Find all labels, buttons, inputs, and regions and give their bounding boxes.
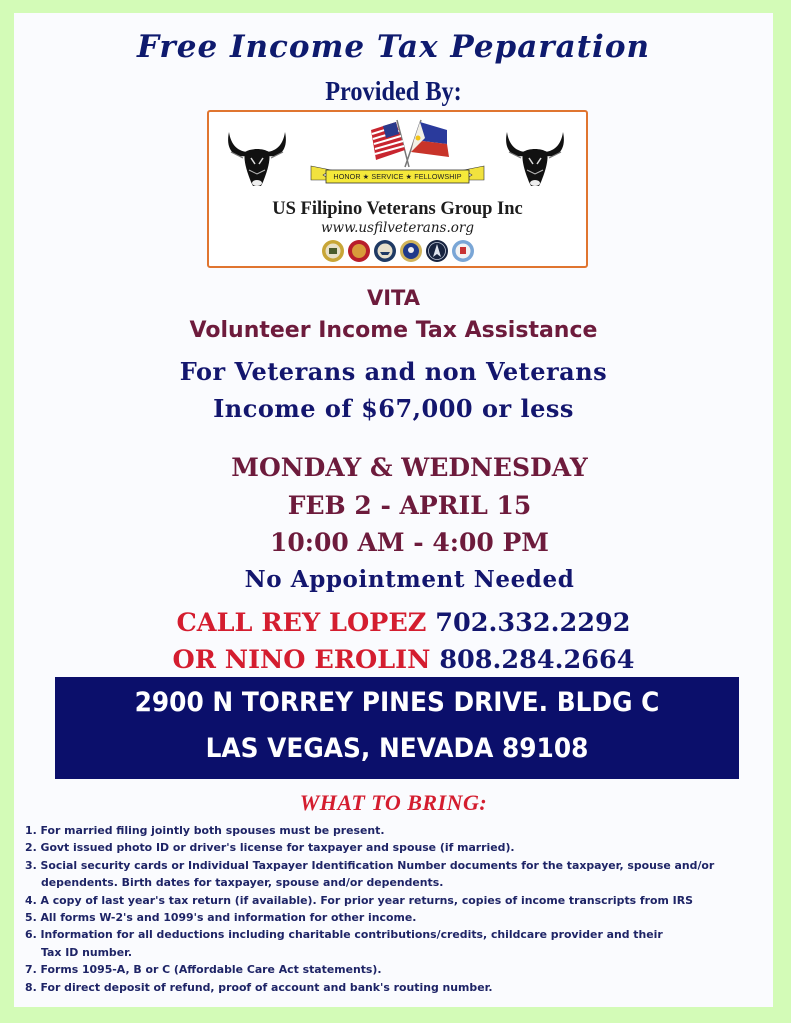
program-full-name: Volunteer Income Tax Assistance	[189, 318, 598, 343]
schedule-hours: 10:00 AM - 4:00 PM	[270, 528, 549, 557]
address-banner	[55, 677, 739, 779]
contact-label: CALL REY LOPEZ	[176, 608, 427, 638]
provided-by-label: Provided By:	[325, 76, 462, 106]
contact-label: OR NINO EROLIN	[172, 645, 431, 675]
eligibility-income: Income of $67,000 or less	[213, 394, 574, 423]
org-logo	[207, 110, 588, 268]
list-item: 7. Forms 1095-A, B or C (Affordable Care Act statements).	[25, 963, 382, 977]
address-line-1: 2900 N TORREY PINES DRIVE. BLDG C	[134, 687, 660, 718]
contact-nino-erolin	[24, 645, 783, 675]
space-force-seal-icon	[426, 240, 448, 262]
what-to-bring-heading: WHAT TO BRING:	[299, 790, 488, 815]
contact-phone[interactable]: 808.284.2664	[439, 645, 635, 675]
org-website-link[interactable]: www.usfilveterans.org	[321, 220, 474, 236]
army-seal-icon	[322, 240, 344, 262]
air-force-seal-icon	[400, 240, 422, 262]
flyer-panel	[14, 13, 773, 1007]
list-item: 8. For direct deposit of refund, proof of account and bank's routing number.	[25, 980, 493, 994]
org-name: US Filipino Veterans Group Inc	[272, 199, 523, 219]
contact-rey-lopez	[24, 608, 783, 638]
list-item-continuation: Tax ID number.	[41, 945, 133, 959]
org-motto: HONOR ★ SERVICE ★ FELLOWSHIP	[333, 172, 462, 181]
navy-seal-icon	[374, 240, 396, 262]
list-item: 1. For married filing jointly both spouses must be present.	[25, 824, 385, 837]
list-item: 5. All forms W-2's and 1099's and information for other income.	[25, 911, 417, 925]
schedule-days: MONDAY & WEDNESDAY	[231, 453, 588, 482]
logo-graphics	[209, 112, 586, 266]
us-flag-icon	[371, 122, 405, 160]
program-acronym: VITA	[366, 286, 420, 310]
coast-guard-seal-icon	[452, 240, 474, 262]
what-to-bring-list	[25, 822, 770, 996]
flyer-title: Free Income Tax Peparation	[136, 29, 651, 65]
list-item: 2. Govt issued photo ID or driver's license for taxpayer and spouse (if married).	[25, 841, 515, 855]
philippine-flag-icon	[411, 122, 449, 157]
list-item: 6. Information for all deductions including charitable contributions/credits, childcare provider and their	[25, 928, 663, 942]
address-line-2: LAS VEGAS, NEVADA 89108	[205, 733, 589, 764]
marine-corps-seal-icon	[348, 240, 370, 262]
list-item-continuation: dependents. Birth dates for taxpayer, spouse and/or dependents.	[41, 876, 444, 890]
list-item: 4. A copy of last year's tax return (if available). For prior year returns, copies of income transcripts from IRS	[25, 893, 693, 907]
contact-phone[interactable]: 702.332.2292	[435, 608, 631, 638]
eligibility-audience: For Veterans and non Veterans	[179, 357, 608, 386]
list-item: 3. Social security cards or Individual Taxpayer Identification Number documents for the taxpayer, spouse and/or	[25, 858, 715, 872]
bull-icon	[228, 132, 286, 186]
appointment-note: No Appointment Needed	[244, 566, 575, 593]
bull-icon	[506, 132, 564, 186]
schedule-dates: FEB 2 - APRIL 15	[287, 491, 532, 520]
